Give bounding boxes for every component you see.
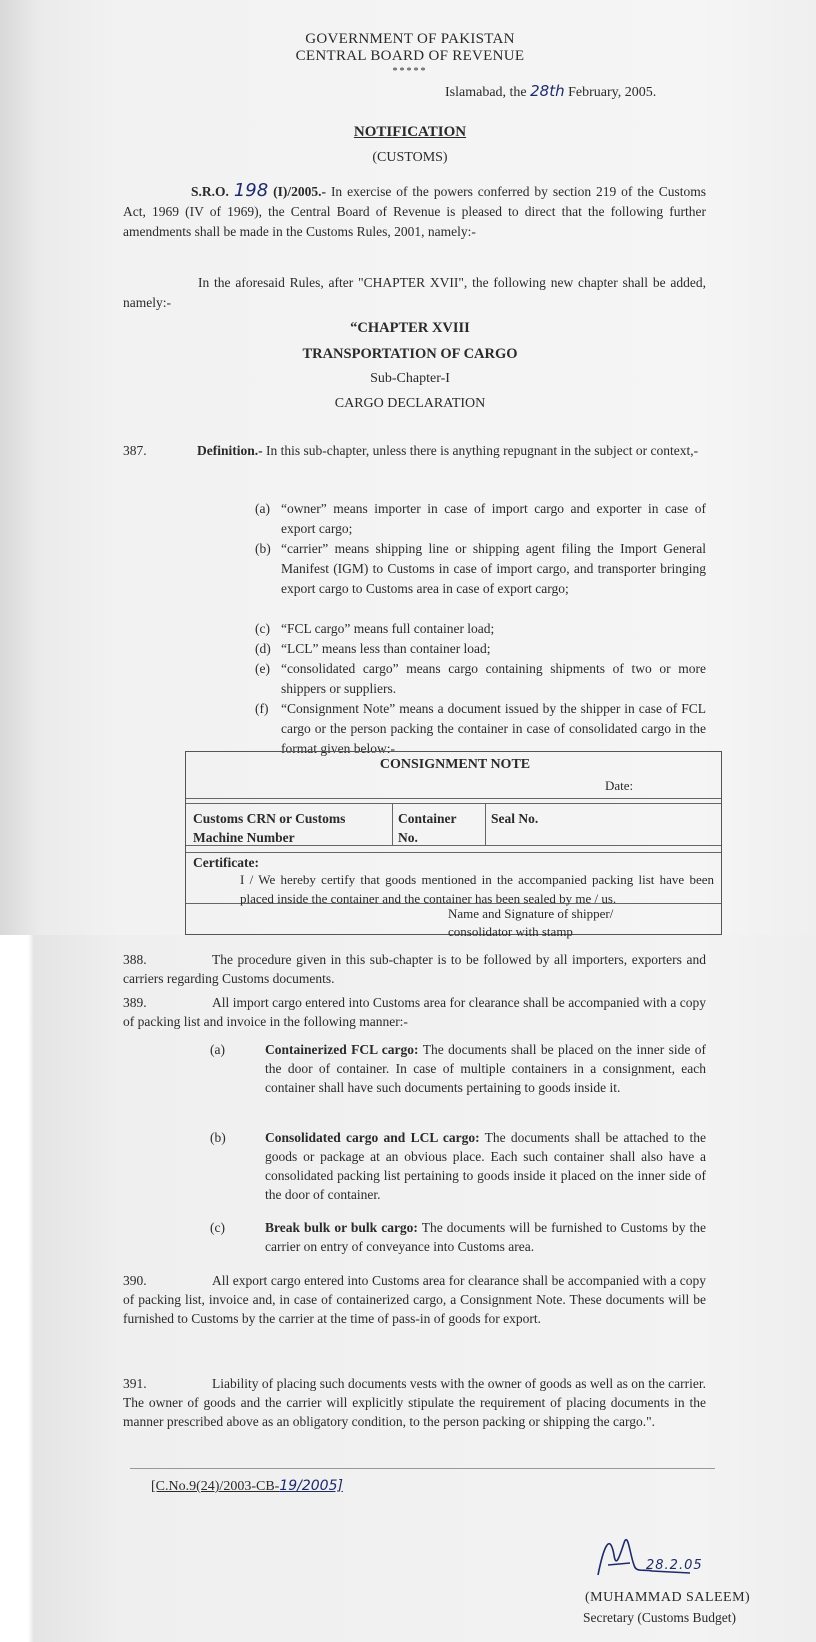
header-government: GOVERNMENT OF PAKISTAN (305, 31, 515, 47)
rule-387 (123, 441, 706, 461)
item-label: (d) (255, 641, 271, 656)
form-divider (186, 803, 721, 804)
container-column-header: Container No. (398, 811, 457, 845)
certificate-label: Certificate: (193, 855, 259, 870)
sub-chapter-title: CARGO DECLARATION (334, 396, 486, 411)
sro-number-handwritten: 198 (233, 180, 269, 201)
rule-387-item-b (255, 539, 706, 599)
rule-388-text: The procedure given in this sub-chapter is to be followed by all importers, exporters and carriers regarding Customs documents. (123, 952, 706, 986)
form-divider (186, 798, 721, 799)
item-heading: Containerized FCL cargo: (265, 1042, 419, 1057)
item-text: “LCL” means less than container load; (281, 641, 491, 656)
rule-390 (123, 1271, 706, 1328)
consignment-note-title: CONSIGNMENT NOTE (379, 757, 531, 772)
date-prefix: Islamabad, the (445, 85, 527, 100)
item-text: The documents will be furnished to Customs by the carrier on entry of conveyance into Customs area. (265, 1220, 706, 1254)
rule-389 (123, 993, 706, 1031)
certificate-text: I / We hereby certify that goods mentioned in the accompanied packing list have been placed inside the container and the container has been sealed by me / us. (240, 872, 714, 906)
item-label: (a) (255, 501, 270, 516)
rule-389-item-c (210, 1218, 706, 1256)
item-body (210, 1218, 706, 1256)
rule-389-text: All import cargo entered into Customs area for clearance shall be accompanied with a copy of packing list and invoice in the following manner:- (123, 995, 706, 1029)
shipper-signature-label: Name and Signature of shipper/ consolidator with stamp (448, 906, 614, 939)
intro-paragraph: In the aforesaid Rules, after "CHAPTER XVII", the following new chapter shall be added, namely:- (123, 275, 706, 310)
item-text: The documents shall be placed on the inner side of the door of container. In case of multiple containers in a consignment, each container shall have such documents pertaining to goods inside it. (265, 1042, 706, 1095)
item-label: (a) (210, 1042, 225, 1057)
item-label: (f) (255, 701, 269, 716)
date-handwritten: 28th (530, 82, 565, 100)
header-stars: ***** (392, 66, 428, 77)
rule-387-item-c (255, 619, 706, 639)
item-label: (e) (255, 661, 270, 676)
rule-388 (123, 950, 706, 988)
item-label: (b) (255, 541, 271, 556)
rule-391 (123, 1374, 706, 1431)
item-text: The documents shall be attached to the goods or package at an obvious place. Each such container shall also have a consolidated packing list pertaining to goods inside it placed on the inner side of the door of container. (265, 1130, 707, 1202)
notification-subtitle: (CUSTOMS) (372, 150, 448, 165)
item-body (210, 1040, 706, 1097)
item-text: “Consignment Note” means a document issued by the shipper in case of FCL cargo or the person packing the container in case of consolidated cargo in the format given below:- (281, 701, 706, 756)
rule-389-item-b (210, 1128, 706, 1204)
file-reference (151, 1478, 343, 1495)
notification-title: NOTIFICATION (353, 124, 467, 140)
item-heading: Break bulk or bulk cargo: (265, 1220, 418, 1235)
file-reference-handwritten: 19/2005] (279, 1478, 343, 1494)
footer-rule (130, 1468, 715, 1469)
signature-scribble (590, 1525, 700, 1585)
rule-388-number: 388. (123, 952, 147, 967)
sro-text: In exercise of the powers conferred by section 219 of the Customs Act, 1969 (IV of 1969), the Central Board of Revenue is pleased to direct that the following further amendments shall be made in the Customs Rules, 2001, namely:- (123, 184, 707, 239)
item-text: “owner” means importer in case of import cargo and exporter in case of export cargo; (281, 501, 706, 536)
rule-387-number: 387. (123, 443, 147, 458)
item-label: (b) (210, 1130, 226, 1145)
rule-387-item-f (255, 699, 706, 759)
crn-column-header: Customs CRN or Customs Machine Number (193, 811, 346, 845)
rule-387-heading: Definition.- (197, 443, 263, 458)
sub-chapter: Sub-Chapter-I (370, 371, 450, 386)
rule-390-number: 390. (123, 1273, 147, 1288)
file-reference-typed: [C.No.9(24)/2003-CB- (151, 1479, 280, 1494)
header-board: CENTRAL BOARD OF REVENUE (295, 48, 525, 64)
rule-387-item-e (255, 659, 706, 699)
rule-391-text: Liability of placing such documents vests with the owner of goods as well as on the carrier. The owner of goods and the carrier will explicitly stipulate the requirement of placing documents in the manner prescribed above as an obligatory condition, to the person packing or shipping the cargo.". (123, 1376, 706, 1429)
rule-389-item-a (210, 1040, 706, 1097)
item-heading: Consolidated cargo and LCL cargo: (265, 1130, 480, 1145)
rule-391-number: 391. (123, 1376, 147, 1391)
sro-paragraph (123, 181, 706, 242)
date-line (445, 82, 656, 101)
item-label: (c) (210, 1220, 225, 1235)
rule-387-item-d (255, 639, 706, 659)
chapter-title: “CHAPTER XVIII (350, 320, 470, 336)
sro-year: (I)/2005.- (273, 184, 326, 199)
rule-390-text: All export cargo entered into Customs area for clearance shall be accompanied with a copy of packing list, invoice and, in case of containerized cargo, a Consignment Note. These documents will be furnished to Customs by the carrier at the time of pass-in of goods for export. (123, 1273, 706, 1326)
consignment-date-label: Date: (605, 778, 634, 793)
form-col-divider (485, 803, 486, 845)
scan-margin (0, 935, 28, 1642)
rule-387-text: In this sub-chapter, unless there is anything repugnant in the subject or context,- (266, 443, 699, 458)
item-text: “consolidated cargo” means cargo containing shipments of two or more shippers or suppliers. (281, 661, 706, 696)
item-body (210, 1128, 706, 1204)
form-col-divider (392, 803, 393, 845)
signature-date-handwritten: 28.2.05 (646, 1558, 703, 1573)
signatory-title: Secretary (Customs Budget) (583, 1610, 736, 1625)
seal-column-header: Seal No. (491, 811, 539, 826)
sro-prefix: S.R.O. (191, 184, 229, 199)
chapter-subtitle: TRANSPORTATION OF CARGO (302, 346, 518, 362)
date-suffix: February, 2005. (568, 85, 657, 100)
signatory-name: (MUHAMMAD SALEEM) (585, 1590, 751, 1605)
item-label: (c) (255, 621, 270, 636)
form-divider (186, 852, 721, 853)
item-text: “carrier” means shipping line or shipping agent filing the Import General Manifest (IGM) to Customs in case of import cargo, and transporter bringing export cargo to Customs area in case of export cargo; (281, 541, 706, 596)
rule-387-item-a (255, 499, 706, 539)
rule-389-number: 389. (123, 995, 147, 1010)
item-text: “FCL cargo” means full container load; (281, 621, 495, 636)
